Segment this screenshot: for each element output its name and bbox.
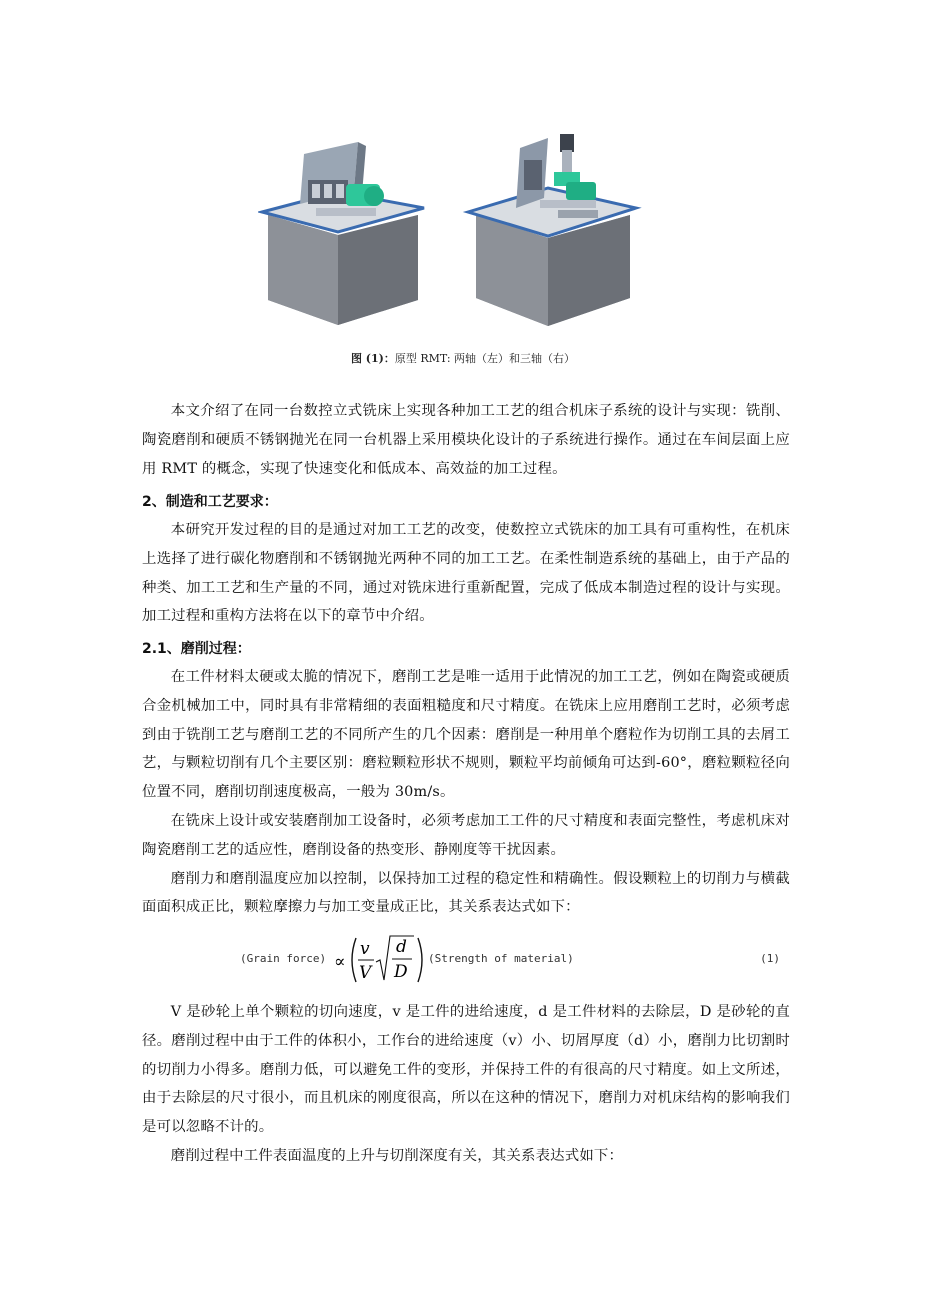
section-2-1-heading: 2.1、磨削过程： [142, 641, 251, 657]
var-d-capital: D [394, 962, 408, 982]
rmt-prototype-figure [258, 120, 642, 330]
figure-caption-text: 原型 RMT: 两轴（左）和三轴（右） [394, 352, 576, 365]
section-2 [142, 488, 790, 631]
equation-lhs: (Grain force) [240, 952, 327, 965]
three-axis-machine [468, 134, 636, 326]
section-2-paragraph: 本研究开发过程的目的是通过对加工工艺的改变，使数控立式铣床的加工具有可重构性，在机床上选择了进行碳化物磨削和不锈钢抛光两种不同的加工工艺。在柔性制造系统的基础上，由于产品的种类、加工工艺和生产量的不同，通过对铣床进行重新配置，完成了低成本制造过程的设计与实现。加工过程和重构方法将在以下的章节中介绍。 [142, 522, 790, 625]
intro-paragraph: 本文介绍了在同一台数控立式铣床上实现各种加工工艺的组合机床子系统的设计与实现：铣削、陶瓷磨削和硬质不锈钢抛光在同一台机器上采用模块化设计的子系统进行操作。通过在车间层面上应用 RMT 的概念，实现了快速变化和低成本、高效益的加工过程。 [142, 403, 790, 477]
intro-block [142, 397, 790, 483]
section-2-1-continued [142, 998, 790, 1171]
grinding-paragraph-4: V 是砂轮上单个颗粒的切向速度，v 是工件的进给速度，d 是工件材料的去除层，D 是砂轮的直径。磨削过程中由于工件的体积小，工作台的进给速度（v）小、切屑厚度（d）小，磨削力比切割时的切削力小得多。磨削力低，可以避免工件的变形，并保持工件的有很高的尺寸精度。如上文所述，由于去除层的尺寸很小，而且机床的刚度很高，所以在这种的情况下，磨削力对机床结构的影响我们是可以忽略不计的。 [142, 1004, 790, 1136]
grinding-paragraph-3: 磨削力和磨削温度应加以控制，以保持加工过程的稳定性和精确性。假设颗粒上的切削力与横截面面积成正比，颗粒摩擦力与加工变量成正比，其关系表达式如下： [142, 870, 790, 916]
var-d-small: d [396, 937, 407, 957]
section-2-heading: 2、制造和工艺要求： [142, 494, 278, 510]
equation-number: (1) [760, 952, 780, 965]
proportional-symbol: ∝ [334, 952, 346, 972]
equation-rhs: (Strength of material) [428, 952, 574, 965]
figure-caption-label: 图 (1)： [350, 352, 395, 365]
figure-caption [0, 350, 926, 366]
grinding-paragraph-1: 在工件材料太硬或太脆的情况下，磨削工艺是唯一适用于此情况的加工工艺，例如在陶瓷或硬质合金机械加工中，同时具有非常精细的表面粗糙度和尺寸精度。在铣床上应用磨削工艺时，必须考虑到由于铣削工艺与磨削工艺的不同所产生的几个因素：磨削是一种用单个磨粒作为切削工具的去屑工艺，与颗粒切削有几个主要区别：磨粒颗粒形状不规则，颗粒平均前倾角可达到-60°，磨粒颗粒径向位置不同，磨削切削速度极高，一般为 30m/s。 [142, 669, 790, 801]
var-v-small: v [360, 939, 370, 959]
two-axis-machine [262, 142, 424, 325]
equation-expression [332, 930, 428, 990]
grinding-paragraph-2: 在铣床上设计或安装磨削加工设备时，必须考虑加工工件的尺寸精度和表面完整性，考虑机床对陶瓷磨削工艺的适应性，磨削设备的热变形、静刚度等干扰因素。 [142, 812, 790, 858]
equation-1 [142, 930, 790, 990]
section-2-1 [142, 635, 790, 922]
grinding-paragraph-5: 磨削过程中工件表面温度的上升与切削深度有关，其关系表达式如下： [170, 1147, 624, 1164]
var-v-capital: V [359, 963, 372, 983]
machine-renderings-image [258, 120, 642, 330]
